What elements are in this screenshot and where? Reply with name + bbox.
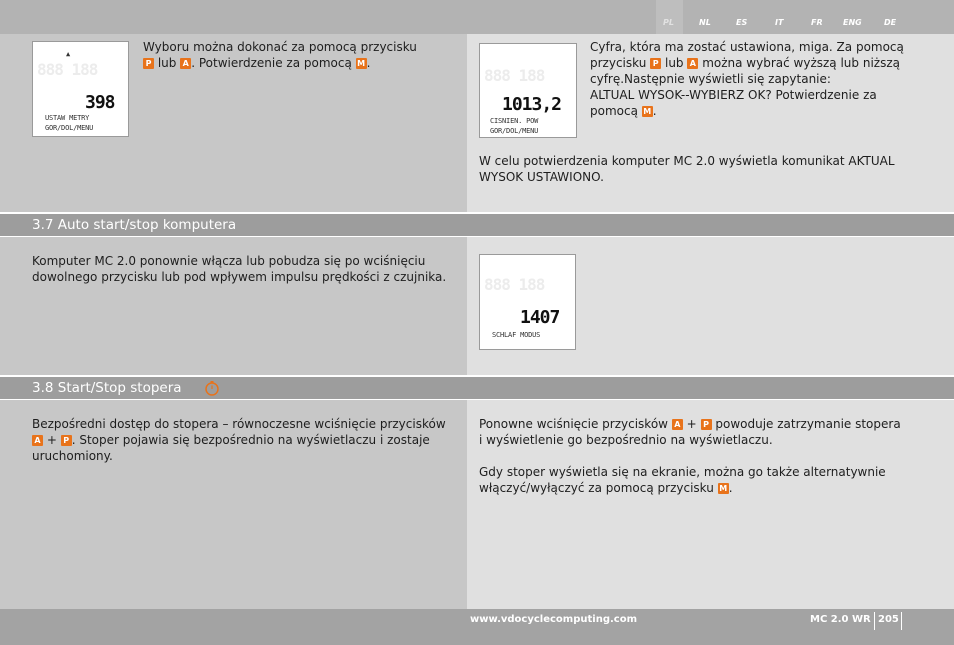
text-span: Ponowne wciśnięcie przycisków xyxy=(479,417,668,431)
lang-it[interactable]: IT xyxy=(775,18,784,27)
text-line: i wyświetlenie go bezpośrednio na wyświetlaczu. xyxy=(479,433,773,447)
text-line: W celu potwierdzenia komputer MC 2.0 wyświetla komunikat AKTUAL xyxy=(479,154,895,168)
key-m-icon: M xyxy=(719,484,728,493)
text-span: . Stoper pojawia się bezpośrednio na wyświetlaczu i zostaje xyxy=(71,433,430,447)
lang-de[interactable]: DE xyxy=(884,18,897,27)
lang-fr[interactable]: FR xyxy=(811,18,823,27)
text-line: dowolnego przycisku lub pod wpływem impulsu prędkości z czujnika. xyxy=(32,270,447,284)
text-span: . xyxy=(728,481,733,495)
page-number: 205 xyxy=(878,614,899,625)
top-right-confirm-text xyxy=(479,153,929,185)
text-line: Cyfra, która ma zostać ustawiona, miga. Za pomocą xyxy=(590,40,904,54)
lcd-value: 1013,2 xyxy=(502,94,562,115)
text-span: . xyxy=(652,104,657,118)
sec38-right-text xyxy=(479,416,929,496)
lang-nl[interactable]: NL xyxy=(699,18,711,27)
text-line: Wyboru można dokonać za pomocą przycisku xyxy=(143,40,417,54)
footer-divider xyxy=(874,612,875,630)
top-left-text xyxy=(143,39,443,71)
key-m-icon: M xyxy=(357,59,366,68)
spacer xyxy=(479,448,929,464)
text-line xyxy=(143,55,443,71)
lcd-line1: SCHLAF MODUS xyxy=(492,331,541,339)
lcd-line2: GOR/DOL/MENU xyxy=(490,127,539,135)
lcd-value: 398 xyxy=(85,92,115,113)
lcd-ghost-segments: 888 188 xyxy=(484,66,545,85)
key-a-icon: A xyxy=(672,419,683,430)
lcd-ghost-segments: 888 188 xyxy=(484,275,545,294)
section-3-8-title: 3.8 Start/Stop stopera xyxy=(32,380,182,396)
key-p-icon: P xyxy=(61,435,72,446)
text-line xyxy=(479,480,929,496)
text-line: uruchomiony. xyxy=(32,449,113,463)
text-span: włączyć/wyłączyć za pomocą przycisku xyxy=(479,481,714,495)
footer-model: MC 2.0 WR xyxy=(810,614,871,625)
lcd-ghost-segments: 888 188 xyxy=(37,60,98,79)
key-p-icon: P xyxy=(701,419,712,430)
footer-url[interactable]: www.vdocyclecomputing.com xyxy=(470,614,638,625)
lcd-line2: GOR/DOL/MENU xyxy=(45,124,94,132)
text-line: cyfrę.Następnie wyświetli się zapytanie: xyxy=(590,72,831,86)
text-span: przycisku xyxy=(590,56,647,70)
key-a-icon: A xyxy=(180,58,191,69)
footer-divider xyxy=(901,612,902,630)
lcd-indicator-icon: ▲ xyxy=(66,50,71,58)
lang-eng[interactable]: ENG xyxy=(843,18,862,27)
text-span: . Potwierdzenie za pomocą xyxy=(191,56,352,70)
text-line: Bezpośredni dostęp do stopera – równoczesne wciśnięcie przycisków xyxy=(32,417,446,431)
sec38-left-text xyxy=(32,416,462,464)
lcd-display-sleep-mode xyxy=(479,254,576,350)
text-line: WYSOK USTAWIONO. xyxy=(479,170,604,184)
text-span: . xyxy=(366,56,371,70)
section-3-7-title: 3.7 Auto start/stop komputera xyxy=(32,217,237,233)
stopwatch-icon xyxy=(204,380,220,396)
text-line xyxy=(590,103,930,119)
top-right-text xyxy=(590,39,930,119)
sec37-text xyxy=(32,253,462,285)
text-span: można wybrać wyższą lub niższą xyxy=(702,56,900,70)
text-span: powoduje zatrzymanie stopera xyxy=(715,417,901,431)
text-span: + xyxy=(46,433,57,447)
key-p-icon: P xyxy=(143,58,154,69)
text-line xyxy=(32,432,462,448)
text-line: Gdy stoper wyświetla się na ekranie, można go także alternatywnie xyxy=(479,465,886,479)
header-bar xyxy=(0,0,954,34)
text-line xyxy=(479,416,929,432)
text-line: Komputer MC 2.0 ponownie włącza lub pobudza się po wciśnięciu xyxy=(32,254,426,268)
active-language-bg xyxy=(656,0,683,34)
lcd-display-altitude-set xyxy=(32,41,129,137)
lcd-line1: CISNIEN. POW xyxy=(490,117,539,125)
text-line xyxy=(590,55,930,71)
lcd-line1: USTAW METRY xyxy=(45,114,90,122)
lcd-display-pressure xyxy=(479,43,577,138)
text-span: pomocą xyxy=(590,104,638,118)
key-p-icon: P xyxy=(650,58,661,69)
lang-es[interactable]: ES xyxy=(736,18,748,27)
lcd-value: 1407 xyxy=(520,307,560,328)
key-a-icon: A xyxy=(687,58,698,69)
lang-pl[interactable]: PL xyxy=(663,18,674,27)
text-span: + xyxy=(686,417,697,431)
key-a-icon: A xyxy=(32,435,43,446)
key-m-icon: M xyxy=(643,107,652,116)
text-span: lub xyxy=(157,56,177,70)
text-span: lub xyxy=(664,56,684,70)
text-line: ALTUAL WYSOK--WYBIERZ OK? Potwierdzenie za xyxy=(590,88,877,102)
